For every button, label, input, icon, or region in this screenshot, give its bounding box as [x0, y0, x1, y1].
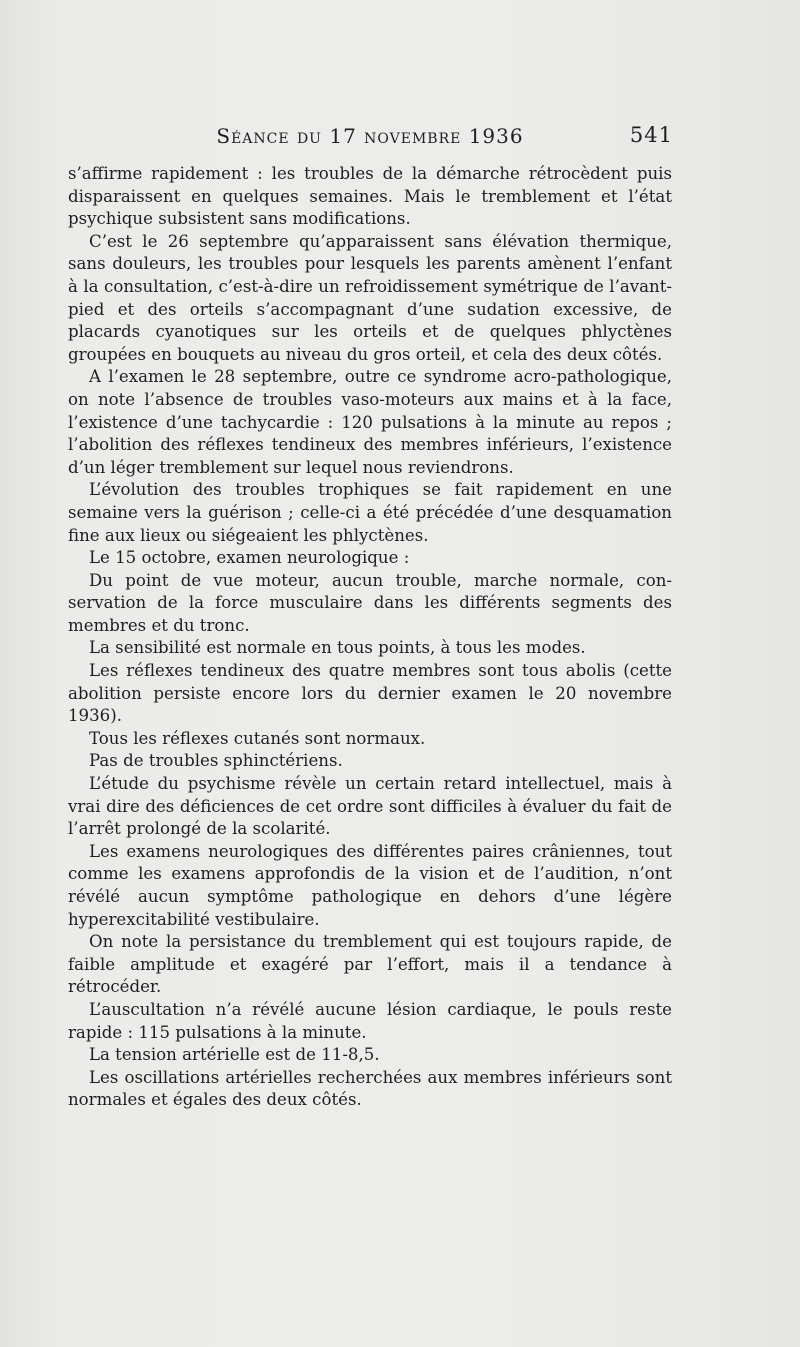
- paragraph: L’auscultation n’a révélé aucune lésion cardiaque, le pouls reste rapide : 115 pulsations à la minute.: [68, 999, 672, 1042]
- paragraph: Pas de troubles sphinctériens.: [89, 751, 343, 771]
- paragraph: C’est le 26 septembre qu’apparaissent sans élévation thermique, sans douleurs, les troubles pour lesquels les parents amènent l’enfant à la consultation, c’est-à-dire un refroidissement symétrique de l’avant-pied et des orteils s’accompagnant d’une sudation excessive, de placards cyanotiques sur les orteils et de quelques phlyctènes groupées en bouquets au niveau du gros orteil, et cela des deux côtés.: [68, 231, 672, 364]
- paragraph: Tous les réflexes cutanés sont normaux.: [89, 728, 426, 748]
- paragraph: Du point de vue moteur, aucun trouble, marche normale, conservation de la force musculaire dans les différents segments des membres et du tronc.: [68, 570, 672, 635]
- running-title: Séance du 17 novembre 1936: [216, 124, 524, 148]
- paragraph: L’étude du psychisme révèle un certain retard intellectuel, mais à vrai dire des déficiences de cet ordre sont difficiles à évaluer du fait de l’arrêt prolongé de la scolarité.: [68, 774, 672, 839]
- page-number: 541: [629, 123, 673, 147]
- paragraph: Les examens neurologiques des différentes paires crâniennes, tout comme les examens approfondis de la vision et de l’audition, n’ont révélé aucun symptôme pathologique en dehors d’une légère hyperexcitabilité vestibulaire.: [68, 841, 672, 929]
- paragraph: Le 15 octobre, examen neurologique :: [89, 548, 410, 568]
- paragraph: On note la persistance du tremblement qui est toujours rapide, de faible amplitude et exagéré par l’effort, mais il a tendance à rétrocéder.: [68, 932, 672, 997]
- paragraph: Les oscillations artérielles recherchées aux membres inférieurs sont normales et égales des deux côtés.: [68, 1067, 672, 1110]
- paragraph: La sensibilité est normale en tous points, à tous les modes.: [89, 638, 586, 658]
- paragraph: La tension artérielle est de 11-8,5.: [89, 1045, 380, 1065]
- paragraph: A l’examen le 28 septembre, outre ce syndrome acro-pathologique, on note l’absence de troubles vaso-moteurs aux mains et à la face, l’existence d’une tachycardie : 120 pulsations à la minute au repos ; l’abolition des réflexes tendineux des membres inférieurs, l’existence d’un léger tremblement sur lequel nous reviendrons.: [68, 367, 672, 477]
- body-text: [68, 163, 672, 1112]
- paragraph: L’évolution des troubles trophiques se fait rapidement en une semaine vers la guérison ; celle-ci a été précédée d’une desquamation fine aux lieux ou siégeaient les phlyctènes.: [68, 480, 672, 545]
- paragraph: Les réflexes tendineux des quatre membres sont tous abolis (cette abolition persiste encore lors du dernier examen le 20 novembre 1936).: [68, 661, 672, 726]
- paragraph: s’affirme rapidement : les troubles de la démarche rétrocèdent puis disparaissent en quelques semaines. Mais le tremblement et l’état psychique subsistent sans modifications.: [68, 164, 672, 229]
- running-head: [68, 120, 672, 148]
